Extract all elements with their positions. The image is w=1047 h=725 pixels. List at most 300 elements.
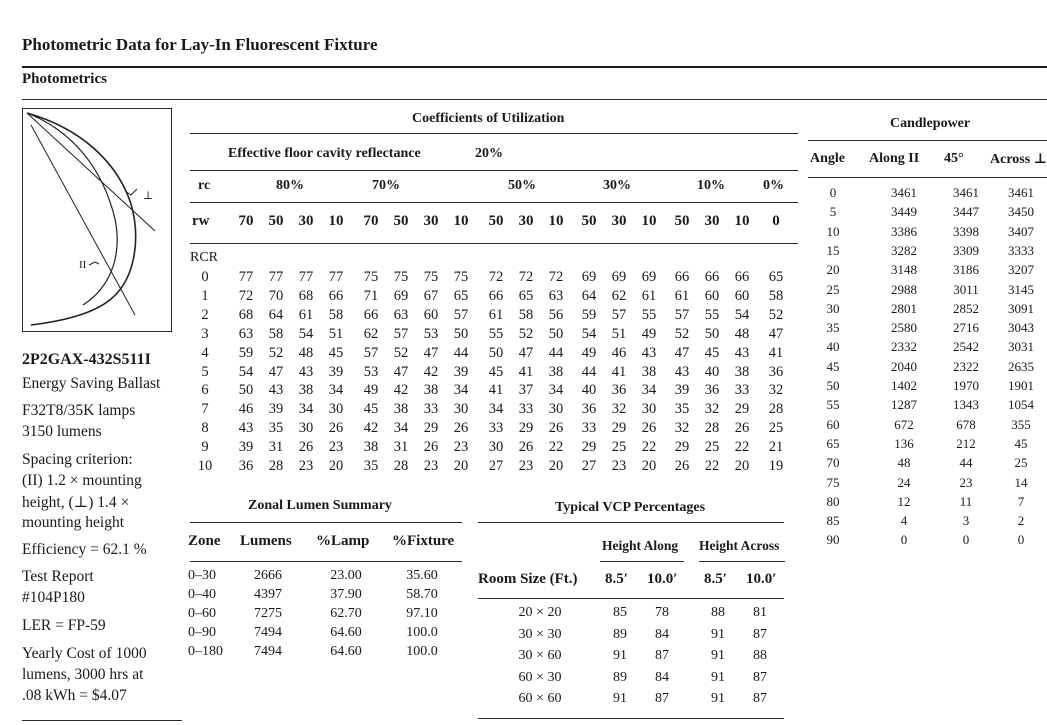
angle-value: 45 [826,358,840,374]
candela-value: 2542 [953,339,979,355]
cu-value: 30 [548,401,564,418]
vcp-value: 78 [655,605,669,620]
cu-value: 38 [363,439,379,456]
cu-value: 47 [268,363,284,380]
candela-value: 1901 [1008,378,1034,393]
rw-value: 50 [393,213,409,229]
cu-value: 42 [363,420,379,437]
cu-value: 46 [238,401,254,418]
polar-curve-icon [23,109,171,331]
zone-value: 0–30 [188,568,216,583]
vcp-height: 10.0′ [647,571,678,587]
candela-value: 3450 [1008,204,1034,220]
cu-value: 43 [674,363,690,380]
vcp-value: 81 [753,605,767,620]
vcp-value: 91 [613,691,627,706]
candela-value: 3282 [891,242,917,258]
cu-value: 59 [581,306,597,323]
rw-value: 0 [772,213,780,229]
rc-value: 0% [763,178,784,193]
zonal-title-rule [190,522,462,523]
cu-value: 26 [328,420,344,437]
cu-value: 28 [768,401,784,418]
cu-value: 45 [704,344,720,361]
candela-value: 7 [1017,493,1025,509]
room-size-value: 20 × 20 [518,605,562,620]
vcp-value: 91 [613,648,627,663]
cu-value: 48 [298,344,314,361]
rcr-value: 0 [201,269,209,285]
rcr-value: 7 [201,401,209,418]
rw-value: 50 [674,213,690,229]
rcr-value: 9 [201,439,209,456]
efcr-label: Effective floor cavity reflectance [228,146,421,161]
vcp-value: 89 [613,669,627,685]
cu-value: 57 [453,306,469,323]
fixture-info-line: LER = FP-59 [22,617,106,634]
candela-distribution-diagram [22,108,172,332]
cu-value: 43 [298,363,314,380]
cu-value: 44 [453,344,469,361]
angle-value: 55 [826,397,840,413]
candela-value: 3461 [953,185,979,200]
cu-value: 50 [488,344,504,361]
cu-value: 75 [423,269,439,285]
cu-value: 61 [674,287,690,304]
candela-value: 2332 [891,339,917,355]
angle-value: 70 [826,455,840,471]
room-size-value: 30 × 60 [518,648,562,663]
zonal-value: 97.10 [406,606,438,621]
zonal-value: 7494 [254,644,282,659]
cu-title-rule [190,133,798,134]
zonal-value: 64.60 [330,644,362,659]
angle-value: 75 [826,474,840,490]
cu-value: 20 [328,458,344,474]
cu-value: 65 [518,287,534,304]
cu-value: 50 [453,325,469,342]
candela-value: 3333 [1008,242,1034,258]
cu-value: 66 [328,287,344,304]
candela-value: 12 [897,493,911,509]
cu-value: 38 [393,401,409,418]
cu-value: 54 [734,306,750,323]
vcp-value: 84 [655,626,669,642]
vcp-value: 91 [711,626,725,642]
angle-value: 85 [826,513,840,529]
candela-value: 3207 [1008,262,1034,278]
cu-value: 72 [238,287,254,304]
rw-value: 10 [453,213,469,229]
vcp-title-rule [478,522,784,523]
candela-value: 3043 [1008,320,1034,336]
cu-value: 36 [611,382,627,399]
candela-value: 1402 [891,378,917,393]
cu-value: 20 [734,458,750,474]
cu-value: 32 [611,401,627,418]
candlepower-title-rule [808,140,1047,141]
cu-value: 61 [298,306,314,323]
cu-value: 77 [328,269,344,285]
cu-value: 26 [298,439,314,456]
cu-value: 41 [488,382,504,399]
cu-value: 43 [734,344,750,361]
zonal-header-rule [190,561,462,562]
candela-value: 3031 [1008,339,1034,355]
angle-value: 0 [829,185,837,200]
zone-value: 0–90 [188,625,216,640]
vcp-height: 8.5′ [704,571,727,587]
cu-value: 66 [363,306,379,323]
zonal-value: 62.70 [330,606,362,621]
across-label: ⊥ [143,190,154,202]
zonal-header: Lumens [240,533,292,549]
candela-value: 2635 [1008,358,1034,374]
vcp-bottom-rule [478,718,784,719]
cu-value: 65 [768,269,784,285]
rw-value: 10 [734,213,750,229]
cu-value: 66 [734,269,750,285]
candela-value: 3148 [891,262,917,278]
cu-value: 39 [674,382,690,399]
cu-value: 59 [238,344,254,361]
cu-value: 58 [768,287,784,304]
candela-value: 44 [959,455,973,471]
cu-value: 34 [393,420,409,437]
zonal-value: 64.60 [330,625,362,640]
cu-value: 72 [488,269,504,285]
efcr-value: 20% [475,146,503,161]
fixture-info-line: F32T8/35K lamps [22,402,136,419]
candlepower-title: Candlepower [890,116,971,131]
rw-value: 70 [363,213,379,229]
along-label: II [79,259,87,271]
cu-value: 35 [363,458,379,474]
rw-label: rw [192,213,210,229]
cu-value: 23 [518,458,534,474]
cu-value: 52 [674,325,690,342]
rcr-value: 8 [201,420,209,437]
cu-value: 51 [611,325,627,342]
candela-value: 1054 [1008,397,1034,413]
cu-value: 52 [518,325,534,342]
candela-value: 2716 [953,320,979,336]
cu-value: 26 [453,420,469,437]
cu-value: 40 [581,382,597,399]
fixture-info-line: lumens, 3000 hrs at [22,666,144,683]
cu-value: 29 [674,439,690,456]
cu-value: 36 [704,382,720,399]
angle-value: 65 [826,435,840,451]
rcr-value: 10 [197,458,213,474]
cu-value: 47 [518,344,534,361]
cu-value: 45 [488,363,504,380]
candlepower-header: Angle [810,151,845,166]
cu-value: 42 [393,382,409,399]
cu-value: 53 [423,325,439,342]
cu-value: 65 [453,287,469,304]
zone-value: 0–60 [188,606,216,621]
cu-value: 45 [363,401,379,418]
zonal-value: 100.0 [406,644,438,659]
cu-value: 26 [674,458,690,474]
angle-value: 50 [826,378,840,393]
cu-value: 63 [548,287,564,304]
cu-value: 50 [238,382,254,399]
candela-value: 3 [962,513,970,529]
cu-value: 64 [581,287,597,304]
zonal-value: 23.00 [330,568,362,583]
candela-value: 2801 [891,300,917,316]
candela-value: 0 [900,532,908,548]
vcp-value: 89 [613,626,627,642]
zonal-value: 4397 [254,587,282,602]
cu-value: 66 [488,287,504,304]
cu-value: 26 [423,439,439,456]
candela-value: 3449 [891,204,917,220]
cu-value: 33 [734,382,750,399]
fixture-info-line: #104P180 [22,589,85,606]
rw-value: 30 [518,213,534,229]
vcp-value: 87 [655,691,669,706]
cu-value: 41 [518,363,534,380]
cu-value: 69 [393,287,409,304]
cu-value: 64 [268,306,284,323]
candela-value: 2 [1017,513,1025,529]
cu-value: 30 [328,401,344,418]
cu-value: 61 [488,306,504,323]
vcp-value: 91 [711,648,725,663]
rw-value: 30 [611,213,627,229]
cu-value: 72 [548,269,564,285]
cu-value: 60 [704,287,720,304]
cu-value: 72 [518,269,534,285]
cu-value: 38 [423,382,439,399]
vcp-height: 8.5′ [605,571,628,587]
cu-value: 28 [393,458,409,474]
cu-value: 53 [363,363,379,380]
candela-value: 3145 [1008,281,1034,297]
cu-value: 77 [298,269,314,285]
cu-value: 68 [298,287,314,304]
cu-value: 50 [704,325,720,342]
candela-value: 672 [894,416,914,432]
candela-value: 1287 [891,397,917,413]
fixture-info-line: Spacing criterion: [22,451,133,468]
angle-value: 90 [826,532,840,548]
cu-value: 25 [768,420,784,437]
cu-value: 27 [581,458,597,474]
fixture-info-line: Efficiency = 62.1 % [22,541,147,558]
candela-value: 3461 [1008,185,1034,200]
vcp-header-rule [478,598,784,599]
cu-value: 34 [488,401,504,418]
cu-value: 47 [393,363,409,380]
candela-value: 24 [897,474,911,490]
cu-value: 49 [581,344,597,361]
fixture-info-line: mounting height [22,514,125,531]
cu-value: 35 [268,420,284,437]
cu-value: 25 [704,439,720,456]
cu-value: 29 [611,420,627,437]
candela-value: 3461 [891,185,917,200]
cu-value: 77 [268,269,284,285]
rw-value: 10 [641,213,657,229]
cu-value: 32 [768,382,784,399]
cu-value: 70 [268,287,284,304]
candlepower-header: Along II [869,151,920,166]
zonal-value: 37.90 [330,587,362,602]
cu-value: 40 [704,363,720,380]
cu-value: 47 [423,344,439,361]
angle-value: 40 [826,339,840,355]
cu-value: 22 [704,458,720,474]
room-size-value: 60 × 30 [518,669,562,685]
cu-value: 32 [674,420,690,437]
rcr-value: 1 [201,287,209,304]
fixture-info-line: (II) 1.2 × mounting [22,472,142,489]
section-rule [22,99,1047,100]
vcp-value: 87 [655,648,669,663]
cu-value: 61 [641,287,657,304]
candela-value: 3447 [953,204,979,220]
cu-value: 23 [328,439,344,456]
cu-value: 55 [641,306,657,323]
candela-value: 212 [956,435,976,451]
cu-value: 30 [641,401,657,418]
zonal-value: 100.0 [406,625,438,640]
cu-value: 55 [704,306,720,323]
zonal-value: 7275 [254,606,282,621]
rcr-value: 6 [201,382,209,399]
vcp-value: 84 [655,669,669,685]
cu-value: 54 [581,325,597,342]
cu-value: 23 [298,458,314,474]
cu-value: 66 [704,269,720,285]
cu-value: 23 [453,439,469,456]
cu-value: 34 [453,382,469,399]
cu-value: 41 [768,344,784,361]
cu-value: 39 [238,439,254,456]
cu-value: 33 [423,401,439,418]
cu-value: 29 [423,420,439,437]
rw-value: 30 [423,213,439,229]
cu-value: 57 [363,344,379,361]
angle-value: 80 [826,493,840,509]
candela-value: 2852 [953,300,979,316]
cu-value: 38 [734,363,750,380]
rw-value: 30 [704,213,720,229]
cu-value: 49 [363,382,379,399]
candela-value: 2040 [891,358,917,374]
vcp-value: 87 [753,691,767,706]
cu-value: 43 [268,382,284,399]
cu-value: 38 [298,382,314,399]
zonal-value: 35.60 [406,568,438,583]
cu-value: 48 [734,325,750,342]
cu-value: 29 [518,420,534,437]
angle-value: 35 [826,320,840,336]
candela-value: 14 [1014,474,1028,490]
cu-value: 20 [548,458,564,474]
candela-value: 678 [956,416,976,432]
cu-value: 30 [453,401,469,418]
cu-value: 35 [674,401,690,418]
candela-value: 4 [900,513,908,529]
cu-value: 43 [238,420,254,437]
angle-value: 25 [826,281,840,297]
cu-value: 57 [611,306,627,323]
cu-value: 33 [488,420,504,437]
cu-value: 75 [363,269,379,285]
rcr-value: 4 [201,344,209,361]
cu-value: 19 [768,458,784,474]
candela-value: 0 [1017,532,1025,548]
rw-value: 10 [328,213,344,229]
candlepower-header-rule [808,177,1047,178]
cu-value: 20 [641,458,657,474]
cu-value: 62 [611,287,627,304]
cu-value: 30 [488,439,504,456]
zonal-header: %Fixture [392,533,455,549]
cu-value: 22 [734,439,750,456]
vcp-along-rule [600,561,684,562]
cu-value: 50 [548,325,564,342]
vcp-room-size-label: Room Size (Ft.) [478,571,578,587]
candela-value: 1970 [953,378,979,393]
cu-value: 31 [393,439,409,456]
candela-value: 3386 [891,223,917,239]
candela-value: 2322 [953,358,979,374]
fixture-info-line: .08 kWh = $4.07 [22,687,127,704]
cu-value: 31 [268,439,284,456]
cu-value: 58 [328,306,344,323]
section-title: Photometrics [22,71,107,87]
rc-value: 70% [372,178,400,193]
vcp-across-rule [699,561,785,562]
vcp-value: 91 [711,669,725,685]
candela-value: 1343 [953,397,979,413]
rc-rule [190,202,798,203]
rc-value: 80% [276,178,304,193]
cu-value: 32 [704,401,720,418]
candela-value: 25 [1014,455,1028,471]
cu-value: 75 [453,269,469,285]
cu-value: 49 [641,325,657,342]
zonal-header: Zone [188,533,221,549]
cu-value: 38 [548,363,564,380]
cu-value: 33 [581,420,597,437]
vcp-value: 85 [613,605,627,620]
rw-value: 70 [238,213,254,229]
cu-title: Coefficients of Utilization [412,111,565,126]
cu-value: 44 [548,344,564,361]
room-size-value: 30 × 30 [518,626,562,642]
cu-value: 36 [768,363,784,380]
rcr-value: 3 [201,325,209,342]
cu-value: 25 [611,439,627,456]
cu-value: 62 [363,325,379,342]
rw-rule [190,243,798,244]
cu-value: 29 [734,401,750,418]
cu-value: 34 [298,401,314,418]
angle-value: 60 [826,416,840,432]
candela-value: 3398 [953,223,979,239]
cu-value: 34 [328,382,344,399]
cu-value: 75 [393,269,409,285]
cu-value: 26 [548,420,564,437]
candela-value: 3309 [953,242,979,258]
